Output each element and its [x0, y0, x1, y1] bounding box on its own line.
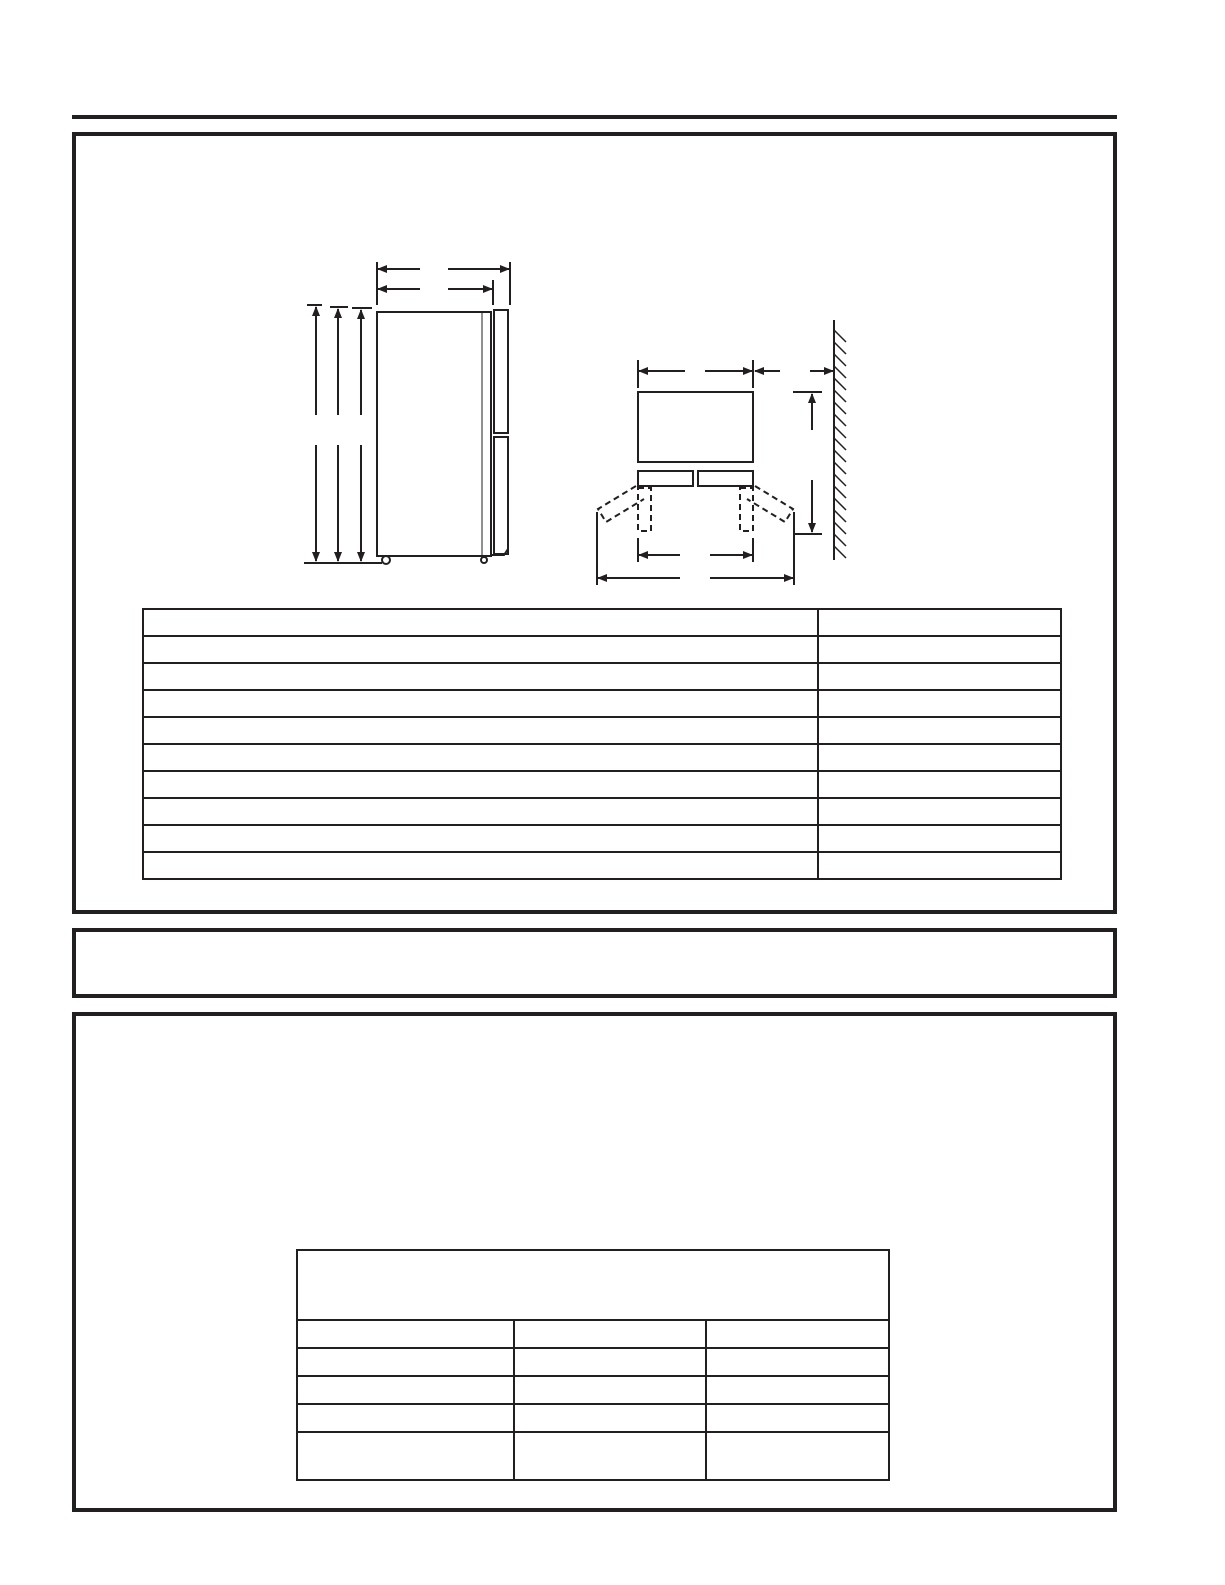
dimension-label-cell — [143, 636, 818, 663]
table-row — [297, 1376, 889, 1404]
table-row — [143, 609, 1061, 636]
dimension-label-cell — [143, 609, 818, 636]
dimensions-table — [142, 608, 1062, 880]
right-door-top — [698, 471, 753, 486]
dimension-label-cell — [143, 690, 818, 717]
dimension-label-cell — [143, 771, 818, 798]
table-cell — [297, 1376, 514, 1404]
table-cell — [297, 1404, 514, 1432]
dimension-value-cell — [818, 744, 1061, 771]
table-cell — [514, 1376, 706, 1404]
table-cell — [514, 1404, 706, 1432]
table-row — [297, 1320, 889, 1348]
dimension-value-cell — [818, 690, 1061, 717]
dimension-value-cell — [818, 636, 1061, 663]
door-swing-dashed — [598, 486, 793, 531]
table-row — [143, 663, 1061, 690]
lower-door-side — [494, 437, 508, 554]
table-row — [143, 744, 1061, 771]
table-cell — [706, 1404, 889, 1432]
table-row — [143, 636, 1061, 663]
table-cell — [514, 1320, 706, 1348]
cabinet-top-outline — [638, 392, 753, 462]
table-row — [143, 690, 1061, 717]
dimension-label-cell — [143, 744, 818, 771]
top-view-diagram — [597, 320, 846, 585]
dimension-value-cell — [818, 852, 1061, 879]
caster-wheel-rear — [481, 557, 487, 563]
clearance-table — [296, 1249, 890, 1481]
dimension-value-cell — [818, 609, 1061, 636]
dimension-label-cell — [143, 717, 818, 744]
table-cell — [297, 1320, 514, 1348]
table-row — [143, 771, 1061, 798]
table-cell — [514, 1348, 706, 1376]
clearance-table-header — [297, 1250, 889, 1320]
table-cell — [514, 1432, 706, 1480]
left-door-top — [638, 471, 693, 486]
table-row — [297, 1404, 889, 1432]
side-view-diagram — [304, 262, 510, 564]
dimension-value-cell — [818, 771, 1061, 798]
wall-hatch — [834, 330, 846, 558]
table-cell — [297, 1432, 514, 1480]
table-header-row — [297, 1250, 889, 1320]
table-cell — [706, 1432, 889, 1480]
table-row — [297, 1348, 889, 1376]
dimension-value-cell — [818, 717, 1061, 744]
dimension-label-cell — [143, 663, 818, 690]
dimension-label-cell — [143, 798, 818, 825]
dimension-value-cell — [818, 825, 1061, 852]
dimension-label-cell — [143, 825, 818, 852]
table-row — [143, 852, 1061, 879]
table-cell — [706, 1376, 889, 1404]
caster-wheel — [382, 556, 390, 564]
table-row — [297, 1432, 889, 1480]
dimension-value-cell — [818, 798, 1061, 825]
table-row — [143, 825, 1061, 852]
table-cell — [297, 1348, 514, 1376]
table-cell — [706, 1320, 889, 1348]
table-cell — [706, 1348, 889, 1376]
table-row — [143, 798, 1061, 825]
upper-door-side — [494, 310, 508, 433]
dimension-value-cell — [818, 663, 1061, 690]
table-row — [143, 717, 1061, 744]
cabinet-side-outline — [377, 312, 491, 556]
dimension-label-cell — [143, 852, 818, 879]
